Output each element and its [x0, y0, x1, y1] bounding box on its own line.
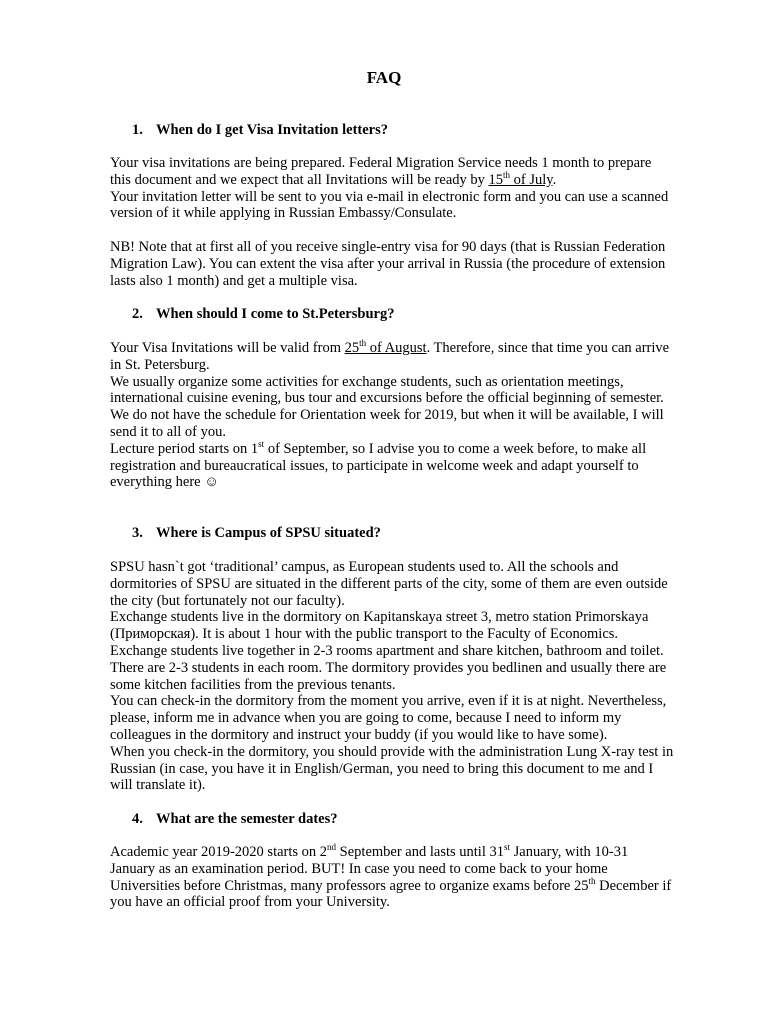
text-line: You can check-in the dormitory from the moment you arrive, even if it is at night. Nevertheless,	[110, 693, 667, 710]
answer-2-paragraph	[110, 340, 720, 491]
ordinal-suffix: st	[258, 438, 265, 449]
question-1-number: 1.	[132, 122, 143, 138]
text-line: NB! Note that at first all of you receive single-entry visa for 90 days (that is Russian Federation	[110, 239, 666, 255]
text-line: international cuisine evening, bus tour and excursions before the official beginning of semester.	[110, 390, 664, 407]
text-run: of September, so I advise you to come a week before, to make all	[264, 440, 647, 457]
question-2-heading	[132, 306, 394, 323]
answer-3-paragraph	[110, 559, 720, 794]
text-line: dormitories of SPSU are situated in the different parts of the city, some of them are even outside	[110, 575, 668, 592]
text-line: everything here ☺	[110, 474, 220, 491]
text-line: will translate it).	[110, 777, 206, 794]
question-3-number: 3.	[132, 525, 143, 541]
text-run: 15	[488, 171, 504, 188]
question-1-text: When do I get Visa Invitation letters?	[156, 122, 388, 138]
ordinal-suffix: th	[503, 169, 511, 180]
page-title: FAQ	[366, 68, 402, 87]
text-run: . Therefore, since that time you can arrive	[426, 340, 670, 356]
question-2-number: 2.	[132, 306, 143, 322]
text-line	[110, 438, 720, 458]
text-line: Your invitation letter will be sent to you via e-mail in electronic form and you can use a scanned	[110, 188, 669, 205]
question-4-heading	[132, 811, 337, 828]
text-line	[110, 340, 720, 357]
text-line: Exchange students live together in 2-3 rooms apartment and share kitchen, bathroom and toilet.	[110, 642, 664, 659]
ordinal-suffix: th	[359, 338, 367, 349]
question-4-text: What are the semester dates?	[156, 811, 338, 827]
question-1-heading	[132, 122, 388, 139]
text-run: 25	[344, 340, 360, 356]
text-line	[110, 169, 720, 189]
date-august-25	[345, 340, 427, 356]
text-line: Your visa invitations are being prepared. Federal Migration Service needs 1 month to prepare	[110, 155, 652, 171]
question-4-number: 4.	[132, 811, 143, 827]
text-line: send it to all of you.	[110, 423, 226, 440]
text-run: Lecture period starts on 1	[110, 440, 259, 457]
text-run: January, with 10-31	[510, 844, 629, 860]
text-line: lasts also 1 month) and get a multiple visa.	[110, 272, 358, 289]
text-line: There are 2-3 students in each room. The dormitory provides you bedlinen and usually there are	[110, 659, 667, 676]
answer-4-paragraph	[110, 844, 720, 911]
text-run: this document and we expect that all Invitations will be ready by	[110, 171, 489, 188]
text-line: (Приморская). It is about 1 hour with the public transport to the Faculty of Economics.	[110, 626, 619, 643]
text-run: Academic year 2019-2020 starts on 2	[110, 844, 328, 860]
text-run: of August	[366, 340, 427, 356]
ordinal-suffix: st	[503, 842, 510, 853]
text-run: Universities before Christmas, many professors agree to organize exams before 25	[110, 877, 589, 894]
question-3-heading	[132, 525, 381, 542]
text-line: please, inform me in advance when you are going to come, because I need to inform my	[110, 710, 622, 727]
text-line: colleagues in the dormitory and instruct your buddy (if you would like to have some).	[110, 726, 608, 743]
text-run: September and lasts until 31	[336, 844, 504, 860]
text-line: the city (but fortunately not our faculty).	[110, 592, 345, 609]
text-line: SPSU hasn`t got ‘traditional’ campus, as European students used to. All the schools and	[110, 559, 619, 575]
text-line: When you check-in the dormitory, you should provide with the administration Lung X-ray test in	[110, 743, 674, 760]
text-run: Your Visa Invitations will be valid from	[110, 340, 345, 356]
date-july-15	[488, 169, 553, 188]
ordinal-suffix: nd	[327, 842, 337, 853]
text-line: January as an examination period. BUT! In case you need to come back to your home	[110, 860, 608, 877]
text-line: Exchange students live in the dormitory on Kapitanskaya street 3, metro station Primorskaya	[110, 609, 649, 626]
text-line	[110, 844, 720, 861]
ordinal-suffix: th	[588, 875, 596, 886]
text-run: December if	[595, 877, 672, 894]
text-line: Migration Law). You can extent the visa after your arrival in Russia (the procedure of extension	[110, 255, 666, 272]
text-line: in St. Petersburg.	[110, 356, 210, 373]
text-line: Russian (in case, you have it in English/German, you need to bring this document to me and I	[110, 760, 654, 777]
text-line: We do not have the schedule for Orientation week for 2019, but when it will be available, I will	[110, 407, 664, 424]
answer-1-paragraph-2	[110, 239, 720, 289]
text-run: of July	[510, 171, 553, 188]
text-line: you have an official proof from your University.	[110, 894, 390, 911]
text-line: We usually organize some activities for exchange students, such as orientation meetings,	[110, 373, 624, 390]
question-3-text: Where is Campus of SPSU situated?	[156, 525, 381, 541]
text-line	[110, 875, 720, 895]
question-2-text: When should I come to St.Petersburg?	[156, 306, 395, 322]
text-run: .	[552, 171, 557, 188]
text-line: version of it while applying in Russian Embassy/Consulate.	[110, 205, 457, 222]
text-line: some kitchen facilities from the previous tenants.	[110, 676, 396, 693]
answer-1-paragraph-1	[110, 155, 720, 222]
text-line: registration and bureaucratical issues, to participate in welcome week and adapt yourself to	[110, 457, 639, 474]
